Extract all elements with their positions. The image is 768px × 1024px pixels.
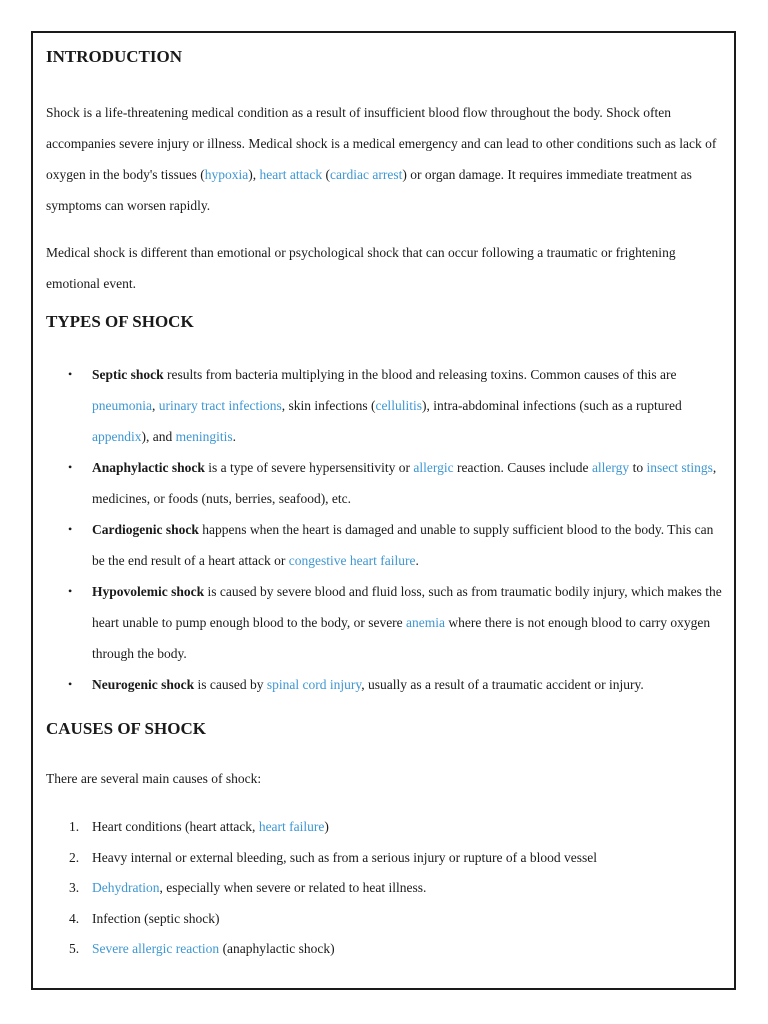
list-item-cardiogenic — [46, 514, 726, 576]
text: Shock is a life-threatening medical condition as a result of insufficient blood flow throughout the body. Shock often accompanies severe injury or illness. Medical shock is a medical emergency and can lead to other conditions such as lack of oxygen in the body's tissues ( — [46, 105, 717, 182]
text: , especially when severe or related to heat illness. — [159, 880, 427, 895]
list-number: 4. — [69, 910, 80, 926]
list-item — [46, 843, 726, 874]
term: Anaphylactic shock — [92, 460, 205, 475]
text: ) or organ damage. It requires immediate treatment as symptoms can worsen rapidly. — [46, 167, 692, 213]
text: ) — [324, 819, 329, 834]
text: . — [232, 429, 236, 444]
document-frame — [31, 31, 736, 990]
link-spinal-cord-injury[interactable]: spinal cord injury — [266, 677, 362, 692]
list-number: 1. — [69, 819, 80, 834]
link-hypoxia[interactable]: hypoxia — [204, 167, 249, 182]
intro-paragraph-2: Medical shock is different than emotional or psychological shock that can occur following a traumatic or frightening emotional event. — [46, 245, 676, 291]
term: Cardiogenic shock — [92, 522, 199, 537]
text: where there is not enough blood to carry oxygen through the body. — [92, 615, 711, 661]
list-number: 2. — [69, 849, 80, 865]
text: reaction. Causes include — [453, 460, 592, 475]
types-heading: TYPES OF SHOCK — [46, 312, 194, 331]
list-number: 5. — [69, 941, 80, 956]
list-number: 3. — [69, 880, 80, 895]
bullet-icon: • — [68, 367, 73, 381]
link-chf[interactable]: congestive heart failure — [288, 553, 416, 568]
bullet-icon: • — [68, 584, 73, 598]
text: Heart conditions (heart attack, — [92, 819, 259, 834]
text: (anaphylactic shock) — [219, 941, 335, 956]
term: Neurogenic shock — [92, 677, 195, 692]
link-heart-failure[interactable]: heart failure — [258, 819, 325, 834]
bullet-icon: • — [68, 522, 73, 536]
text: ), — [248, 167, 260, 182]
text: is a type of severe hypersensitivity or — [204, 460, 414, 475]
link-meningitis[interactable]: meningitis — [175, 429, 233, 444]
list-item-neurogenic — [46, 669, 726, 700]
list-item — [46, 934, 726, 965]
text: ), intra-abdominal infections (such as a ruptured — [421, 398, 682, 413]
bullet-icon: • — [68, 460, 73, 474]
text: . — [415, 553, 419, 568]
text: ), and — [141, 429, 176, 444]
link-appendix[interactable]: appendix — [92, 429, 142, 444]
text: Infection (septic shock) — [92, 910, 220, 926]
intro-paragraph-1 — [46, 97, 726, 221]
text: Heavy internal or external bleeding, such as from a serious injury or rupture of a blood vessel — [92, 849, 597, 865]
link-uti[interactable]: urinary tract infections — [158, 398, 282, 413]
text: , usually as a result of a traumatic accident or injury. — [361, 677, 644, 692]
text: is caused by severe blood and fluid loss, such as from traumatic bodily injury, which makes the heart unable to pump enough blood to the body, or severe — [92, 584, 722, 630]
link-severe-allergic-reaction[interactable]: Severe allergic reaction — [92, 941, 220, 956]
text: , skin infections ( — [281, 398, 376, 413]
causes-heading: CAUSES OF SHOCK — [46, 719, 206, 738]
intro-heading: INTRODUCTION — [46, 47, 183, 66]
text: ( — [322, 167, 331, 182]
causes-list — [46, 812, 726, 965]
text: happens when the heart is damaged and unable to supply sufficient blood to the body. This can be the end result of a heart attack or — [92, 522, 714, 568]
term: Septic shock — [92, 367, 164, 382]
causes-intro: There are several main causes of shock: — [46, 771, 262, 786]
link-insect-stings[interactable]: insect stings — [646, 460, 713, 475]
text: to — [629, 460, 647, 475]
list-item — [46, 873, 726, 904]
text: , medicines, or foods (nuts, berries, seafood), etc. — [92, 460, 717, 506]
text: results from bacteria multiplying in the blood and releasing toxins. Common causes of this are — [163, 367, 677, 382]
link-pneumonia[interactable]: pneumonia — [92, 398, 152, 413]
link-heart-attack[interactable]: heart attack — [259, 167, 323, 182]
term: Hypovolemic shock — [92, 584, 205, 599]
text: is caused by — [194, 677, 267, 692]
types-list — [46, 359, 726, 700]
list-item-hypovolemic — [46, 576, 726, 669]
link-allergy[interactable]: allergy — [591, 460, 630, 475]
bullet-icon: • — [68, 677, 73, 691]
text: , — [152, 398, 159, 413]
list-item-septic — [46, 359, 726, 452]
link-cellulitis[interactable]: cellulitis — [375, 398, 422, 413]
list-item — [46, 904, 726, 935]
link-allergic[interactable]: allergic — [413, 460, 454, 475]
link-cardiac-arrest[interactable]: cardiac arrest — [330, 167, 403, 182]
link-anemia[interactable]: anemia — [406, 615, 446, 630]
list-item-anaphylactic — [46, 452, 726, 514]
link-dehydration[interactable]: Dehydration — [92, 880, 160, 895]
list-item — [46, 812, 726, 843]
